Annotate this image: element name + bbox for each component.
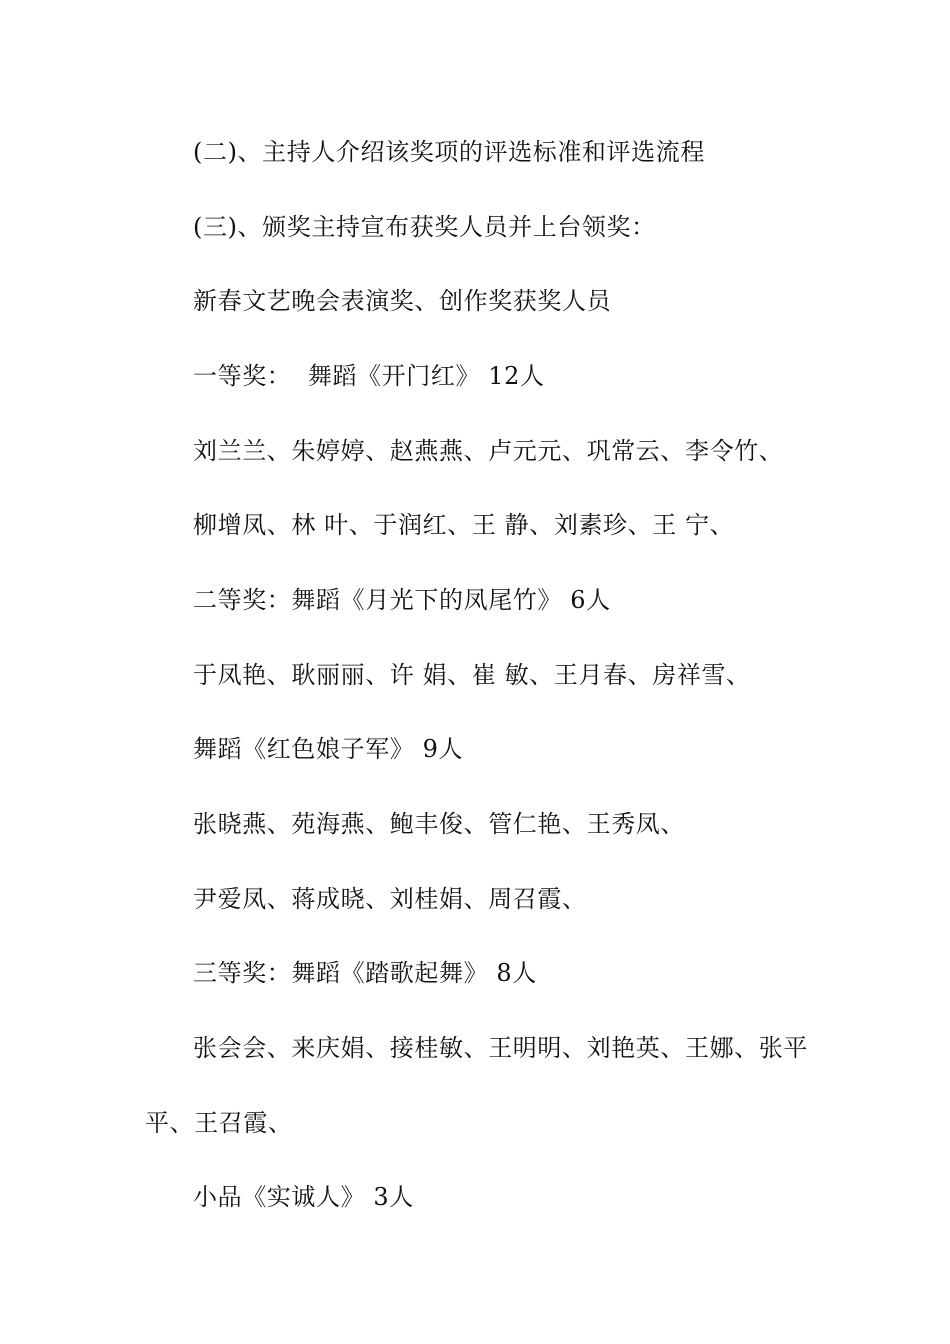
skit-heading: 小品《实诚人》 3人 — [193, 1183, 414, 1211]
award-list-title: 新春文艺晚会表演奖、创作奖获奖人员 — [193, 287, 612, 315]
first-prize-names-line-1: 刘兰兰、朱婷婷、赵燕燕、卢元元、巩常云、李令竹、 — [193, 437, 784, 465]
third-prize-names-line-1: 张会会、来庆娟、接桂敏、王明明、刘艳英、王娜、张平 — [193, 1034, 808, 1062]
section-heading-award-ceremony: (三)、颁奖主持宣布获奖人员并上台领奖： — [193, 213, 656, 241]
first-prize-names-line-2: 柳增凤、林 叶、于润红、王 静、刘素珍、王 宁、 — [193, 511, 735, 539]
section-heading-criteria: (二)、主持人介绍该奖项的评选标准和评选流程 — [193, 138, 705, 166]
second-prize-dance-heading: 舞蹈《红色娘子军》 9人 — [193, 735, 464, 763]
third-prize-names-line-2: 平、王召霞、 — [145, 1109, 293, 1137]
first-prize-heading: 一等奖： 舞蹈《开门红》 12人 — [193, 362, 545, 390]
third-prize-heading: 三等奖：舞蹈《踏歌起舞》 8人 — [193, 959, 537, 987]
second-prize-dance-names-line-2: 尹爱凤、蒋成晓、刘桂娟、周召霞、 — [193, 885, 587, 913]
second-prize-heading: 二等奖：舞蹈《月光下的凤尾竹》 6人 — [193, 586, 611, 614]
second-prize-dance-names-line-1: 张晓燕、苑海燕、鲍丰俊、管仁艳、王秀凤、 — [193, 810, 685, 838]
second-prize-names: 于凤艳、耿丽丽、许 娟、崔 敏、王月春、房祥雪、 — [193, 661, 751, 689]
